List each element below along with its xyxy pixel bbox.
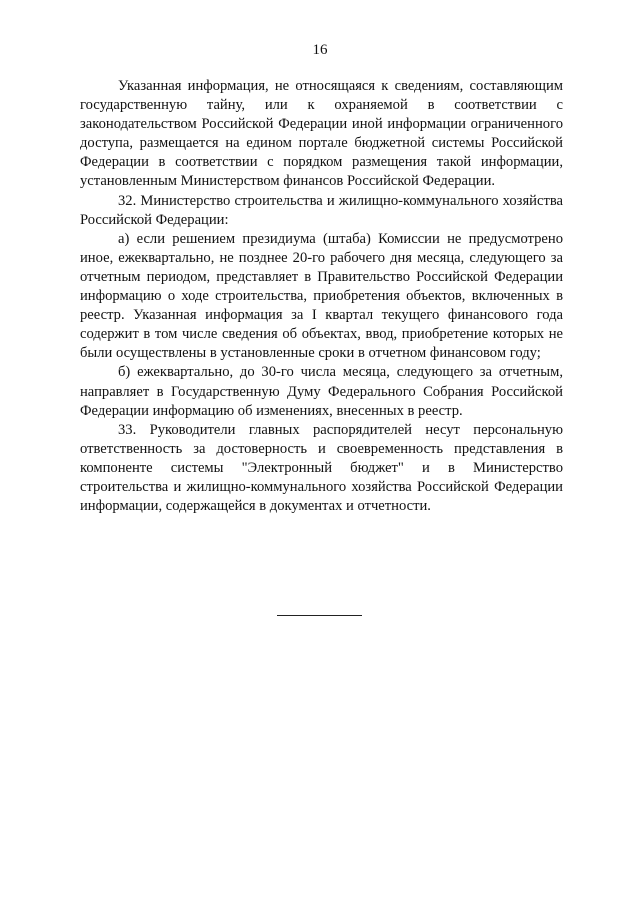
paragraph-item-32: 32. Министерство строительства и жилищно-коммунального хозяйства Российской Федерации:	[80, 192, 563, 228]
document-body	[80, 77, 563, 516]
page-number: 16	[312, 42, 328, 58]
paragraph-info-publication: Указанная информация, не относящаяся к сведениям, составляющим государственную тайну, или к охраняемой в соответствии с законодательством Российской Федерации иной информации ограниченного доступа, размещается на едином портале бюджетной системы Российской Федерации в соответствии с порядком размещения такой информации, установленным Министерством финансов Российской Федерации.	[80, 78, 563, 190]
paragraph-item-33: 33. Руководители главных распорядителей несут персональную ответственность за достоверность и своевременность представления в компоненте системы "Электронный бюджет" и в Министерство строительства и жилищно-коммунального хозяйства Российской Федерации информации, содержащейся в документах и отчетности.	[80, 421, 563, 515]
end-of-document-rule	[277, 615, 362, 616]
paragraph-item-32-a: а) если решением президиума (штаба) Комиссии не предусмотрено иное, ежеквартально, не позднее 20-го рабочего дня месяца, следующего за отчетным периодом, представляет в Правительство Российской Федерации информацию о ходе строительства, приобретения объектов, включенных в реестр. Указанная информация за I квартал текущего финансового года содержит в том числе сведения об объектах, ввод, приобретение которых не были осуществлены в установленные сроки в отчетном финансовом году;	[80, 230, 563, 362]
paragraph-item-32-b: б) ежеквартально, до 30-го числа месяца, следующего за отчетным, направляет в Государственную Думу Федерального Собрания Российской Федерации информацию об изменениях, внесенных в реестр.	[80, 364, 563, 419]
